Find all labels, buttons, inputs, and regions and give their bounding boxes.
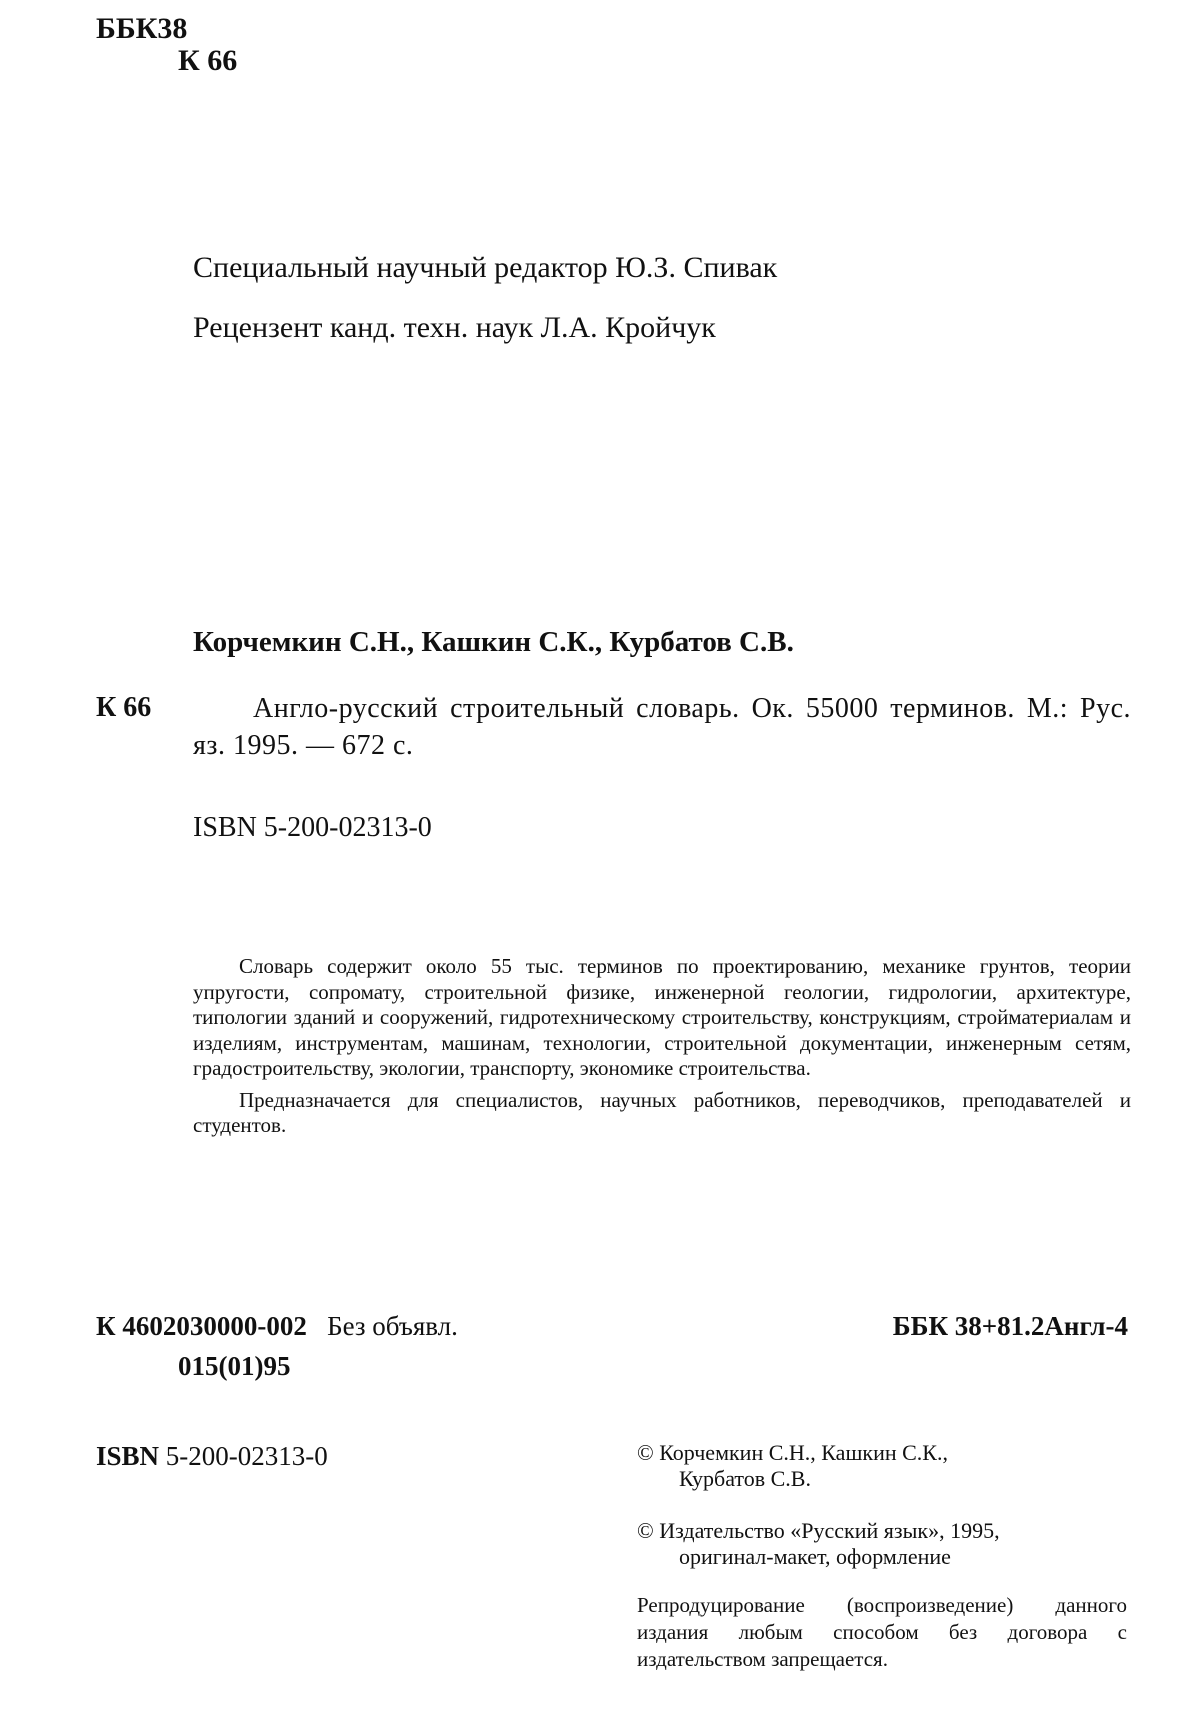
copyright-publisher	[637, 1518, 1127, 1570]
isbn-entry: ISBN 5-200-02313-0	[193, 812, 432, 843]
catalog-sign: К 66	[96, 692, 152, 723]
publication-code-suffix: 015(01)95	[178, 1351, 291, 1381]
annotation	[193, 954, 1131, 1139]
isbn-label: ISBN	[96, 1441, 160, 1471]
isbn-number: 5-200-02313-0	[165, 1441, 328, 1471]
annotation-paragraph: Предназначается для специалистов, научных работников, переводчиков, преподавателей и студентов.	[193, 1087, 1131, 1137]
bibliographic-description: Англо-русский строительный словарь. Ок. 55000 терминов. М.: Рус. яз. 1995. — 672 с.	[193, 693, 1131, 761]
scientific-editor: Специальный научный редактор Ю.З. Спивак	[193, 251, 778, 284]
isbn-imprint	[96, 1438, 328, 1474]
copyright-publisher-line: оригинал-макет, оформление	[679, 1544, 951, 1569]
reproduction-notice: Репродуцирование (воспроизведение) данного издания любым способом без договора с издательством запрещается.	[637, 1593, 1127, 1671]
reviewer: Рецензент канд. техн. наук Л.А. Кройчук	[193, 311, 716, 344]
publication-code	[96, 1308, 458, 1344]
bbk-full-code: ББК 38+81.2Англ-4	[892, 1311, 1128, 1341]
copyright-authors-line: © Корчемкин С.Н., Кашкин С.К.,	[637, 1440, 948, 1465]
authors-heading: Корчемкин С.Н., Кашкин С.К., Курбатов С.В.	[193, 626, 794, 658]
copyright-authors	[637, 1440, 1127, 1492]
bbk-code: ББК38	[96, 12, 188, 45]
publication-code-number: К 4602030000-002	[96, 1311, 307, 1341]
annotation-paragraph: Словарь содержит около 55 тыс. терминов по проектированию, механике грунтов, теории упругости, сопромату, строительной физике, инженерной геологии, гидрологии, архитектуре, типологии зданий и сооружений, гидротехническому строительству, конструкциям, стройматериалам и изделиям, инструментам, машинам, технологии, строительной документации, инженерным сетям, градостроительству, экологии, транспорту, экономике строительства.	[193, 954, 1131, 1080]
copyright-publisher-line: © Издательство «Русский язык», 1995,	[637, 1518, 1000, 1543]
copyright-authors-line: Курбатов С.В.	[679, 1466, 811, 1491]
author-sign: К 66	[178, 44, 238, 77]
price-note: Без объявл.	[327, 1311, 458, 1341]
